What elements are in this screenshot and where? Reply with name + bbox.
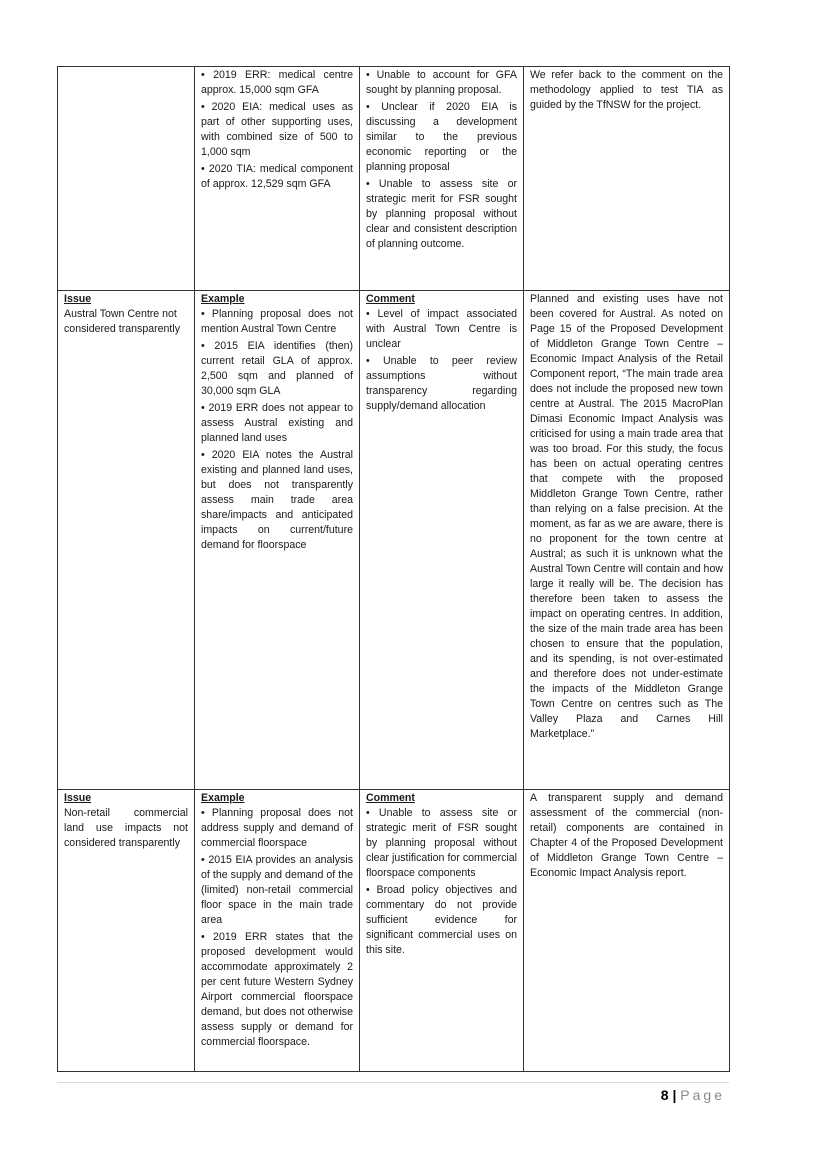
response-text: We refer back to the comment on the methodology applied to test TIA as guided by the TfNSW for the project.: [530, 69, 723, 111]
list-item: • Unable to assess site or strategic merit of FSR sought by planning proposal without clear justification for commercial floorspace components: [366, 806, 517, 881]
issue-text: Non-retail commercial land use impacts not considered transparently: [64, 807, 188, 849]
response-cell: [524, 67, 730, 291]
list-item: • 2020 EIA notes the Austral existing and planned land uses, but does not transparently assess main trade area share/impacts and anticipated impacts on current/future demand for floorspace: [201, 448, 353, 553]
list-item: • Unclear if 2020 EIA is discussing a development similar to the previous economic reporting or the planning proposal: [366, 100, 517, 175]
response-text: Planned and existing uses have not been covered for Austral. As noted on Page 15 of the Proposed Development of Middleton Grange Town Centre – Economic Impact Analysis of the Retail Component report, “The main trade area does not include the proposed new town centre at Austral. The 2015 MacroPlan Dimasi Economic Impact Analysis was criticised for using a main trade area that was too broad. For this study, the focus has been on actual operating centres that compete with the proposed Middleton Grange Town Centre, rather than relying on a false precision. At the moment, as far as we are aware, there is no proponent for the town centre at Austral; as such it is unknown what the Austral Town Centre will contain and how large it really will be. The decision has therefore been taken to assess the impact on operating centres. In addition, the size of the main trade area has been chosen to ensure that the population, and its spending, is not over-estimated and therefore does not under-estimate the impacts of the Middleton Grange Town Centre on centres such as The Valley Plaza and Carnes Hill Marketplace.”: [530, 293, 723, 740]
response-cell: [524, 790, 730, 1072]
example-cell: [195, 790, 360, 1072]
list-item: • Unable to peer review assumptions without transparency regarding supply/demand allocation: [366, 354, 517, 414]
list-item: • 2019 ERR does not appear to assess Austral existing and planned land uses: [201, 401, 353, 446]
page-label: Page: [680, 1087, 725, 1103]
footer-separator: |: [672, 1087, 677, 1103]
page-number: 8: [660, 1087, 669, 1103]
issue-heading: Issue: [64, 293, 92, 305]
list-item: • Planning proposal does not mention Austral Town Centre: [201, 307, 353, 337]
list-item: • 2019 ERR states that the proposed development would accommodate approximately 2 per cent future Western Sydney Airport commercial floorspace demand, but does not otherwise assess supply or demand for commercial floorspace.: [201, 930, 353, 1050]
comment-cell: [360, 67, 524, 291]
page-footer: [661, 1087, 725, 1103]
list-item: • Unable to assess site or strategic merit for FSR sought by planning proposal without clear and consistent description of planning outcome.: [366, 177, 517, 252]
issue-text: Austral Town Centre not considered transparently: [64, 308, 181, 335]
list-item: • 2015 EIA provides an analysis of the supply and demand of the (limited) non-retail commercial floor space in the main trade area: [201, 853, 353, 928]
response-text: A transparent supply and demand assessment of the commercial (non-retail) components are contained in Chapter 4 of the Proposed Development of Middleton Grange Town Centre – Economic Impact Analysis report.: [530, 792, 723, 879]
comment-heading: Comment: [366, 792, 415, 804]
example-heading: Example: [201, 293, 245, 305]
issues-table: [57, 66, 730, 1072]
list-item: • 2020 EIA: medical uses as part of other supporting uses, with combined size of 500 to 1,000 sqm: [201, 100, 353, 160]
list-item: • Level of impact associated with Austral Town Centre is unclear: [366, 307, 517, 352]
list-item: • Broad policy objectives and commentary do not provide sufficient evidence for significant commercial uses on this site.: [366, 883, 517, 958]
comment-cell: [360, 291, 524, 790]
list-item: • Unable to account for GFA sought by planning proposal.: [366, 68, 517, 98]
comment-heading: Comment: [366, 293, 415, 305]
list-item: • Planning proposal does not address supply and demand of commercial floorspace: [201, 806, 353, 851]
footer-divider: [57, 1082, 729, 1083]
list-item: • 2020 TIA: medical component of approx. 12,529 sqm GFA: [201, 162, 353, 192]
example-cell: [195, 67, 360, 291]
response-cell: [524, 291, 730, 790]
list-item: • 2015 EIA identifies (then) current retail GLA of approx. 2,500 sqm and planned of 30,000 sqm GLA: [201, 339, 353, 399]
issue-cell: [58, 291, 195, 790]
example-cell: [195, 291, 360, 790]
issue-heading: Issue: [64, 792, 92, 804]
comment-cell: [360, 790, 524, 1072]
issue-cell: [58, 790, 195, 1072]
example-heading: Example: [201, 792, 245, 804]
table-row: [58, 291, 730, 790]
issue-cell: [58, 67, 195, 291]
table-row: [58, 67, 730, 291]
list-item: • 2019 ERR: medical centre approx. 15,000 sqm GFA: [201, 68, 353, 98]
table-row: [58, 790, 730, 1072]
